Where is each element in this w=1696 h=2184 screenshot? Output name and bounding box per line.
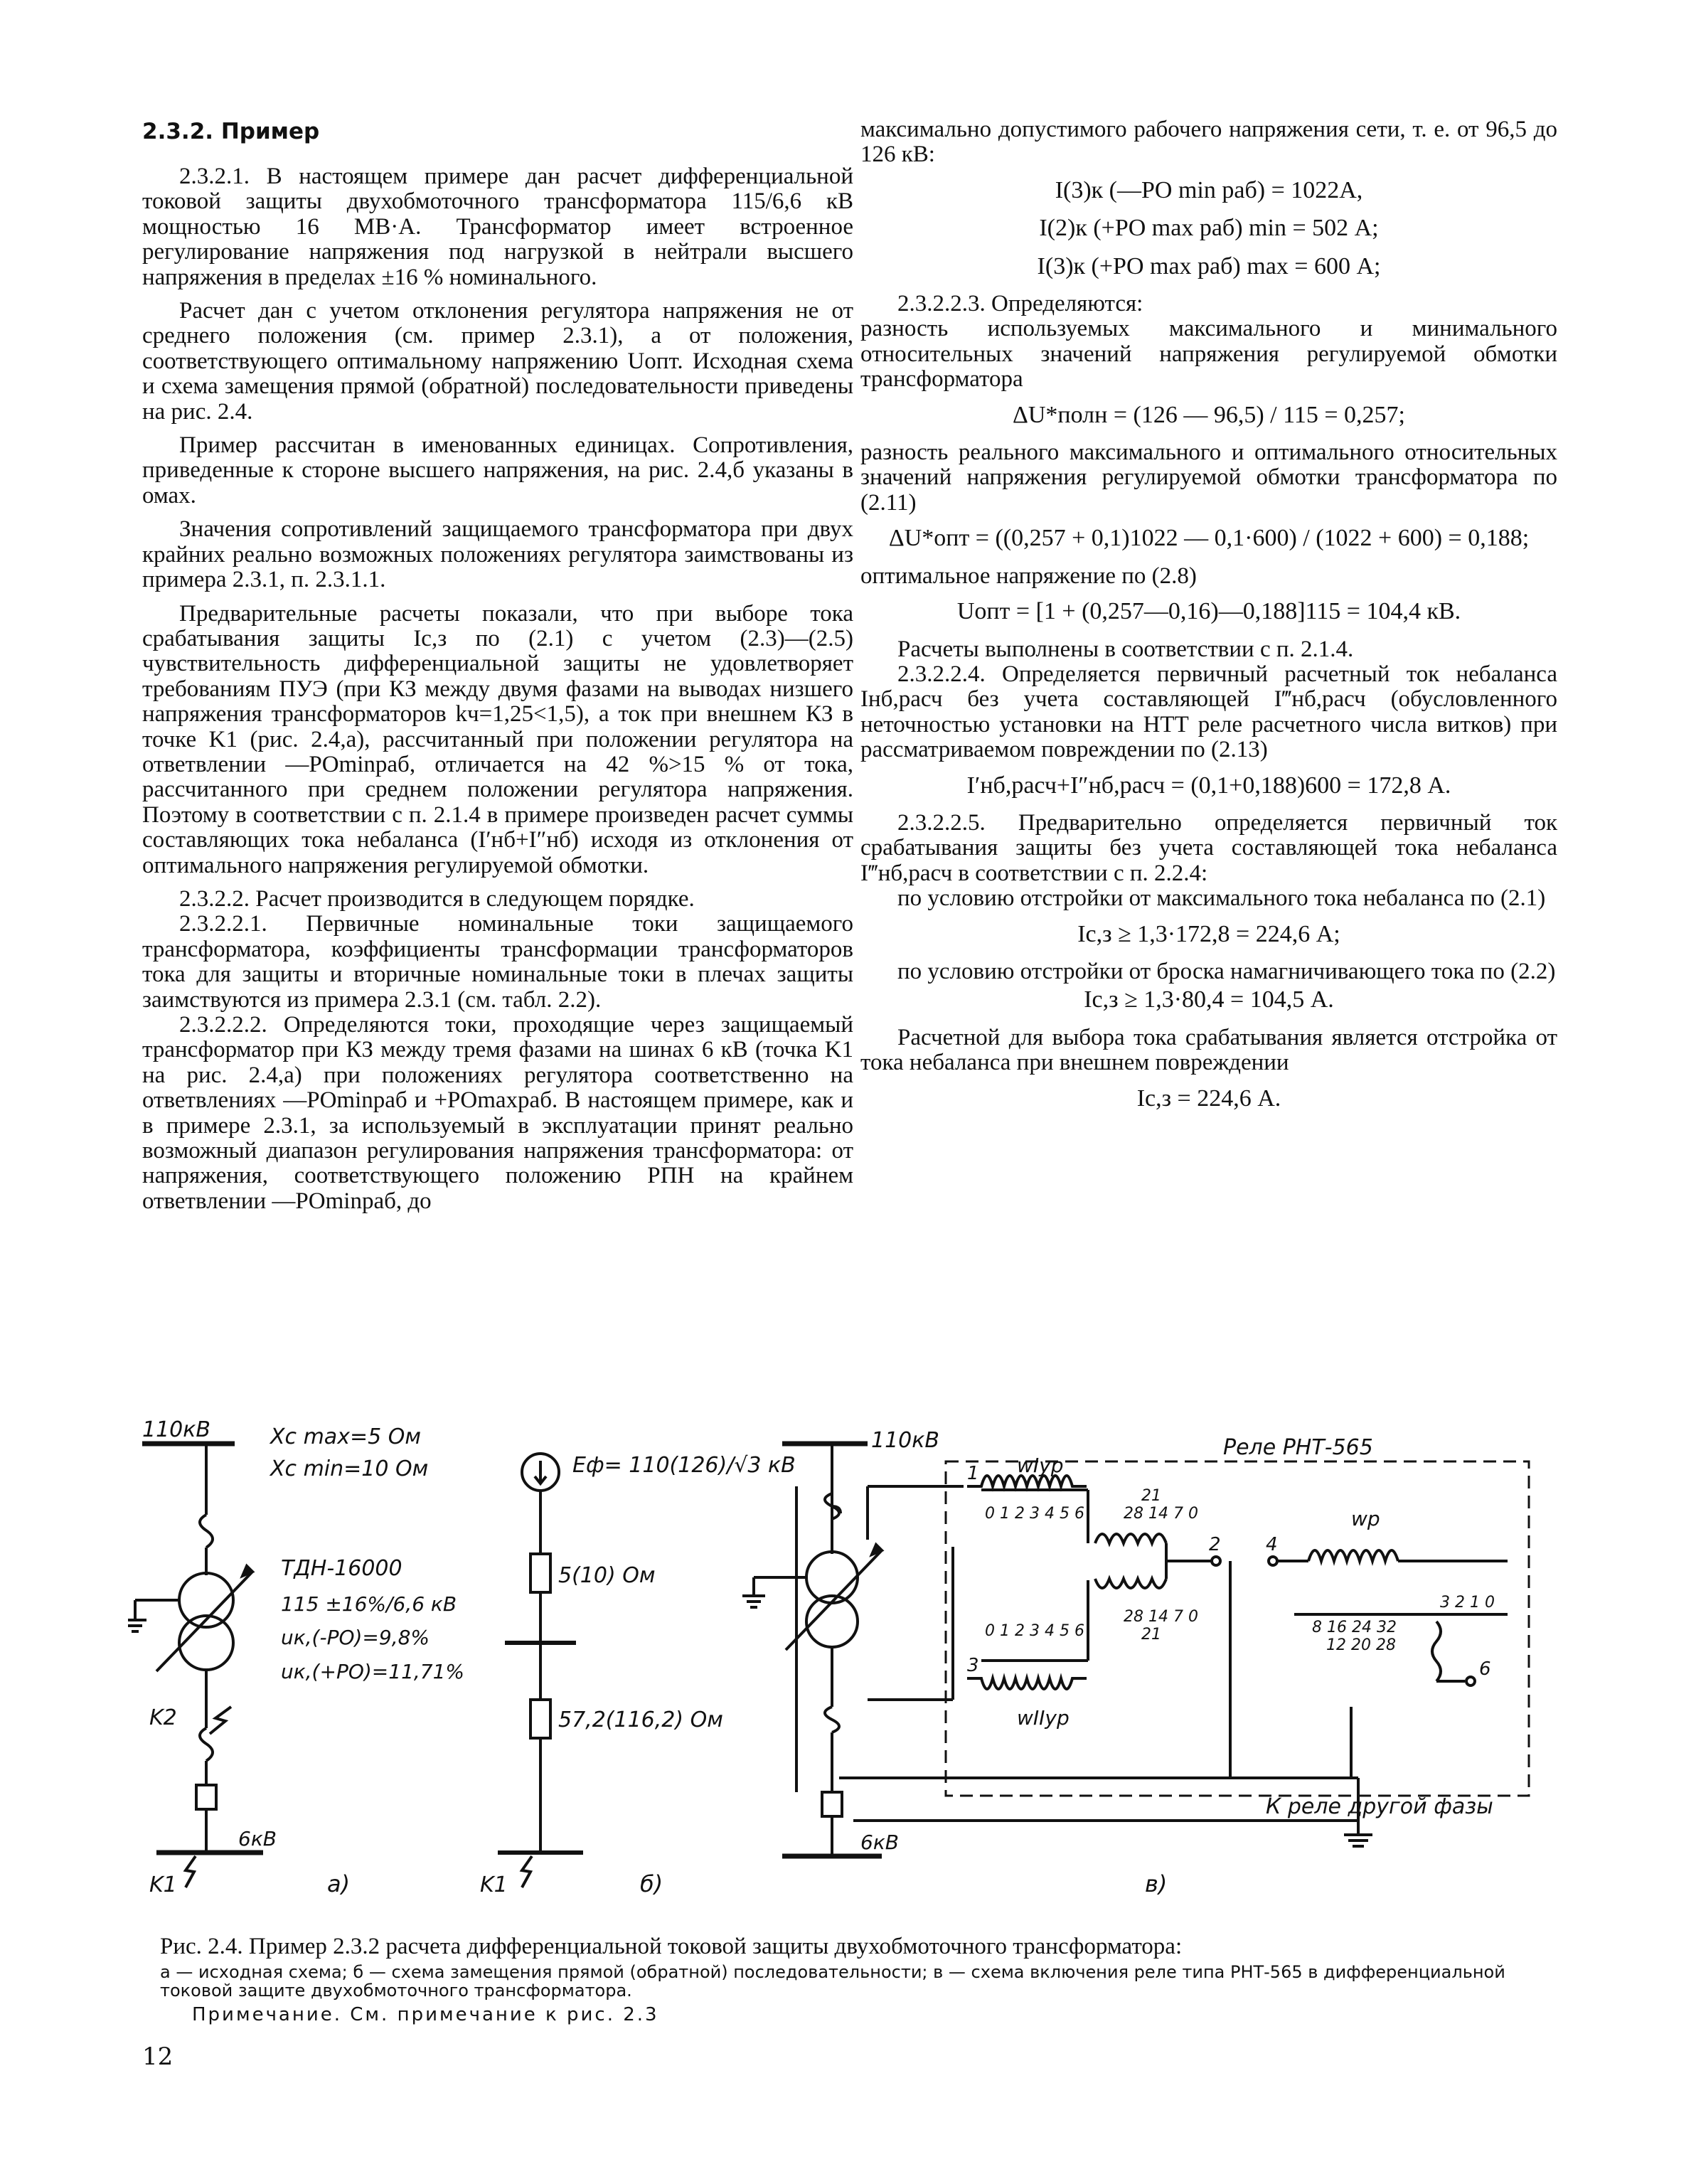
paragraph-regulator-deviation: Расчет дан с учетом отклонения регулятора напряжения не от среднего положения (см. пример 2.3.1), а от положения, соответствующего оптимальному напряжению Uопт. Исходная схема и схема замещения прямой (обратной) последовательности приведены на рис. 2.4. bbox=[142, 298, 853, 425]
label-110kv-a: 110кВ bbox=[142, 1417, 210, 1442]
label-transformer-type: ТДН-16000 bbox=[281, 1556, 402, 1581]
paragraph-2-3-2-2-3: 2.3.2.2.3. Определяются: bbox=[897, 291, 1143, 317]
taps-wp: 3 2 1 0 bbox=[1440, 1594, 1495, 1612]
label-emf: Eф= 110(126)/√3 кВ bbox=[572, 1453, 796, 1478]
winding-balance-bottom bbox=[1095, 1579, 1166, 1588]
taps-21-bottom: 21 bbox=[1141, 1626, 1161, 1644]
label-k1-a: K1 bbox=[149, 1873, 177, 1897]
label-k2: K2 bbox=[149, 1705, 177, 1730]
paragraph-opt-difference: разность реального максимального и оптимального относительных значений напряжения регулируемой обмотки трансформатора по (2.11) bbox=[860, 440, 1557, 516]
paragraph-voltage-range: максимально допустимого рабочего напряжения сети, т. е. от 96,5 до 126 кВ: bbox=[860, 117, 1557, 168]
label-110kv-c: 110кВ bbox=[871, 1428, 939, 1453]
paragraph-2-3-2-1: 2.3.2.1. В настоящем примере дан расчет дифференциальной токовой защиты двухобмоточного трансформатора 115/6,6 кВ мощностью 16 МВ·А. Трансформатор имеет встроенное регулирование напряжения под нагрузкой в нейтрали высшего напряжения в пределах ±16 % номинального. bbox=[142, 164, 853, 290]
label-ratio: 115 ±16%/6,6 кВ bbox=[281, 1592, 457, 1616]
taps-w2ur: 0 1 2 3 4 5 6 bbox=[985, 1622, 1084, 1640]
panel-label-a: а) bbox=[327, 1870, 351, 1897]
label-xmax: Xс max=5 Ом bbox=[270, 1424, 421, 1449]
paragraph-opt-voltage: оптимальное напряжение по (2.8) bbox=[860, 563, 1197, 589]
formula-delta-u-full: ΔU*полн = (126 — 96,5) / 115 = 0,257; bbox=[1013, 401, 1405, 428]
paragraph-conclusion: Расчетной для выбора тока срабатывания является отстройка от тока небаланса при внешнем повреждении bbox=[860, 1024, 1557, 1076]
panel-label-c: в) bbox=[1145, 1870, 1168, 1897]
terminal-3: 3 bbox=[967, 1655, 979, 1676]
winding-w1ur bbox=[967, 1476, 1087, 1486]
page-number: 12 bbox=[142, 2042, 174, 2071]
paragraph-resistance-values: Значения сопротивлений защищаемого трансформатора при двух крайних реально возможных положениях регулятора заимствованы из примера 2.3.1, п. 2.3.1.1. bbox=[142, 516, 853, 593]
paragraph-condition-2: по условию отстройки от броска намагничивающего тока по (2.2) bbox=[897, 958, 1556, 984]
figure-note: Примечание. См. примечание к рис. 2.3 bbox=[192, 2004, 659, 2025]
label-k1-b: K1 bbox=[480, 1873, 508, 1897]
label-6kv-a: 6кВ bbox=[238, 1827, 277, 1850]
paragraph-condition-1: по условию отстройки от максимального тока небаланса по (2.1) bbox=[897, 885, 1546, 912]
winding-wp bbox=[1308, 1550, 1398, 1561]
panel-label-b: б) bbox=[640, 1870, 663, 1897]
resistor-system-b bbox=[530, 1554, 550, 1592]
paragraph-calc-done: Расчеты выполнены в соответствии с п. 2.1.4. bbox=[897, 636, 1354, 662]
paragraph-2-3-2-2: 2.3.2.2. Расчет производится в следующем порядке. bbox=[179, 885, 695, 912]
label-w2ur: wIIур bbox=[1017, 1706, 1070, 1730]
label-other-phase: К реле другой фазы bbox=[1266, 1794, 1493, 1819]
label-w1ur: wIур bbox=[1017, 1454, 1064, 1477]
formula-unbalance-current: I′нб,расч+I″нб,расч = (0,1+0,188)600 = 172,8 А. bbox=[966, 772, 1451, 799]
figure-2-4 bbox=[128, 1394, 1579, 1934]
label-r1: 5(10) Ом bbox=[558, 1563, 656, 1588]
paragraph-full-difference: разность используемых максимального и минимального относительных значений напряжения регулируемой обмотки трансформатора bbox=[860, 316, 1557, 393]
paragraph-2-3-2-2-4: 2.3.2.2.4. Определяется первичный расчетный ток небаланса Iнб,расч без учета составляющей I‴нб,расч (обусловленного неточностью установки на НТТ реле расчетного числа витков) при рассматриваемом повреждении по (2.13) bbox=[860, 661, 1557, 763]
winding-w2ur bbox=[967, 1678, 1087, 1689]
formula-ics-1: Iс,з ≥ 1,3·172,8 = 224,6 А; bbox=[1077, 920, 1340, 947]
figure-caption-legend: а — исходная схема; б — схема замещения прямой (обратной) последовательности; в — схема включения реле типа РНТ-565 в дифференциальной токовой защите двухобмоточного трансформатора. bbox=[160, 1962, 1505, 2001]
terminal-2: 2 bbox=[1209, 1534, 1221, 1555]
label-relay: Реле РНТ-565 bbox=[1223, 1435, 1373, 1460]
transformer-lv-winding-a bbox=[179, 1616, 233, 1670]
formula-delta-u-opt: ΔU*опт = ((0,257 + 0,1)1022 — 0,1·600) / (1022 + 600) = 0,188; bbox=[888, 525, 1530, 552]
section-title: 2.3.2. Пример bbox=[142, 119, 320, 144]
label-6kv-c: 6кВ bbox=[860, 1831, 899, 1854]
formula-u-opt: Uопт = [1 + (0,257—0,16)—0,188]115 = 104,4 кВ. bbox=[956, 598, 1461, 625]
label-uk-minus: uк,(-PO)=9,8% bbox=[281, 1626, 430, 1649]
terminal-4: 4 bbox=[1266, 1534, 1278, 1555]
formula-ics-final: Iс,з = 224,6 А. bbox=[1136, 1085, 1281, 1112]
paragraph-preliminary-calc: Предварительные расчеты показали, что при выборе тока срабатывания защиты Iс,з по (2.1) с учетом (2.3)—(2.5) чувствительность дифференциальной защиты не удовлетворяет требованиям ПУЭ (при КЗ между двумя фазами на выводах низшего напряжения трансформаторов kч=1,25<1,5), а ток при внешнем КЗ в точке K1 (рис. 2.4,а), рассчитанный при положении регулятора на ответвлении —POminраб, отличается на 42 %>15 % от тока, рассчитанного при среднем положении регулятора напряжения. Поэтому в соответствии с п. 2.1.4 в примере произведен расчет суммы составляющих тока небаланса (I′нб+I″нб) исходя из отклонения от оптимального напряжения регулируемой обмотки. bbox=[142, 600, 853, 878]
paragraph-2-3-2-2-1: 2.3.2.2.1. Первичные номинальные токи защищаемого трансформатора, коэффициенты трансформации трансформаторов тока для защиты и вторичные номинальные токи в плечах защиты заимствуются из примера 2.3.1 (см. табл. 2.2). bbox=[142, 911, 853, 1013]
paragraph-2-3-2-2-5: 2.3.2.2.5. Предварительно определяется первичный ток срабатывания защиты без учета составляющей тока небаланса I‴нб,расч в соответствии с п. 2.2.4: bbox=[860, 809, 1557, 886]
left-column bbox=[142, 117, 853, 1222]
taps-wp-bottom2: 12 20 28 bbox=[1326, 1636, 1396, 1654]
formula-i3-min: I(3)к (—PO min раб) = 1022А, bbox=[1055, 176, 1363, 203]
formula-i2-max-min: I(2)к (+PO max раб) min = 502 А; bbox=[1039, 215, 1379, 242]
taps-w1ur: 0 1 2 3 4 5 6 bbox=[985, 1505, 1084, 1523]
taps-28-bottom: 28 14 7 0 bbox=[1124, 1608, 1198, 1626]
right-column bbox=[860, 117, 1557, 1124]
figure-diagram bbox=[128, 1394, 1579, 1934]
paragraph-named-units: Пример рассчитан в именованных единицах. Сопротивления, приведенные к стороне высшего напряжения, на рис. 2.4,б указаны в омах. bbox=[142, 432, 853, 508]
resistor-transformer-b bbox=[530, 1700, 550, 1738]
taps-21-top: 21 bbox=[1141, 1487, 1161, 1505]
taps-28-top: 28 14 7 0 bbox=[1124, 1505, 1198, 1523]
formula-ics-2: Iс,з ≥ 1,3·80,4 = 104,5 А. bbox=[1084, 986, 1334, 1013]
label-uk-plus: uк,(+PO)=11,71% bbox=[281, 1660, 465, 1683]
terminal-1: 1 bbox=[967, 1463, 979, 1484]
label-xmin: Xс min=10 Ом bbox=[270, 1456, 429, 1481]
paragraph-2-3-2-2-2: 2.3.2.2.2. Определяются токи, проходящие через защищаемый трансформатор при КЗ между тремя фазами на шинах 6 кВ (точка K1 на рис. 2.4,а) при положениях регулятора соответственно на ответвлениях —POminраб и +POmaxраб. В настоящем примере, как и в примере 2.3.1, за используемый в эксплуатации принят реально возможный диапазон регулирования напряжения трансформатора: от напряжения, соответствующего положению РПН на крайнем ответвлении —POminраб, до bbox=[142, 1012, 853, 1214]
winding-balance-top bbox=[1095, 1534, 1166, 1543]
figure-caption: Рис. 2.4. Пример 2.3.2 расчета дифференциальной токовой защиты двухобмоточного трансформатора: bbox=[160, 1934, 1183, 1959]
terminal-6: 6 bbox=[1479, 1658, 1491, 1680]
formula-i3-max-max: I(3)к (+PO max раб) max = 600 А; bbox=[1037, 252, 1381, 279]
label-r2: 57,2(116,2) Ом bbox=[558, 1708, 723, 1732]
taps-wp-bottom: 8 16 24 32 bbox=[1312, 1619, 1397, 1636]
label-wp: wр bbox=[1351, 1507, 1380, 1530]
